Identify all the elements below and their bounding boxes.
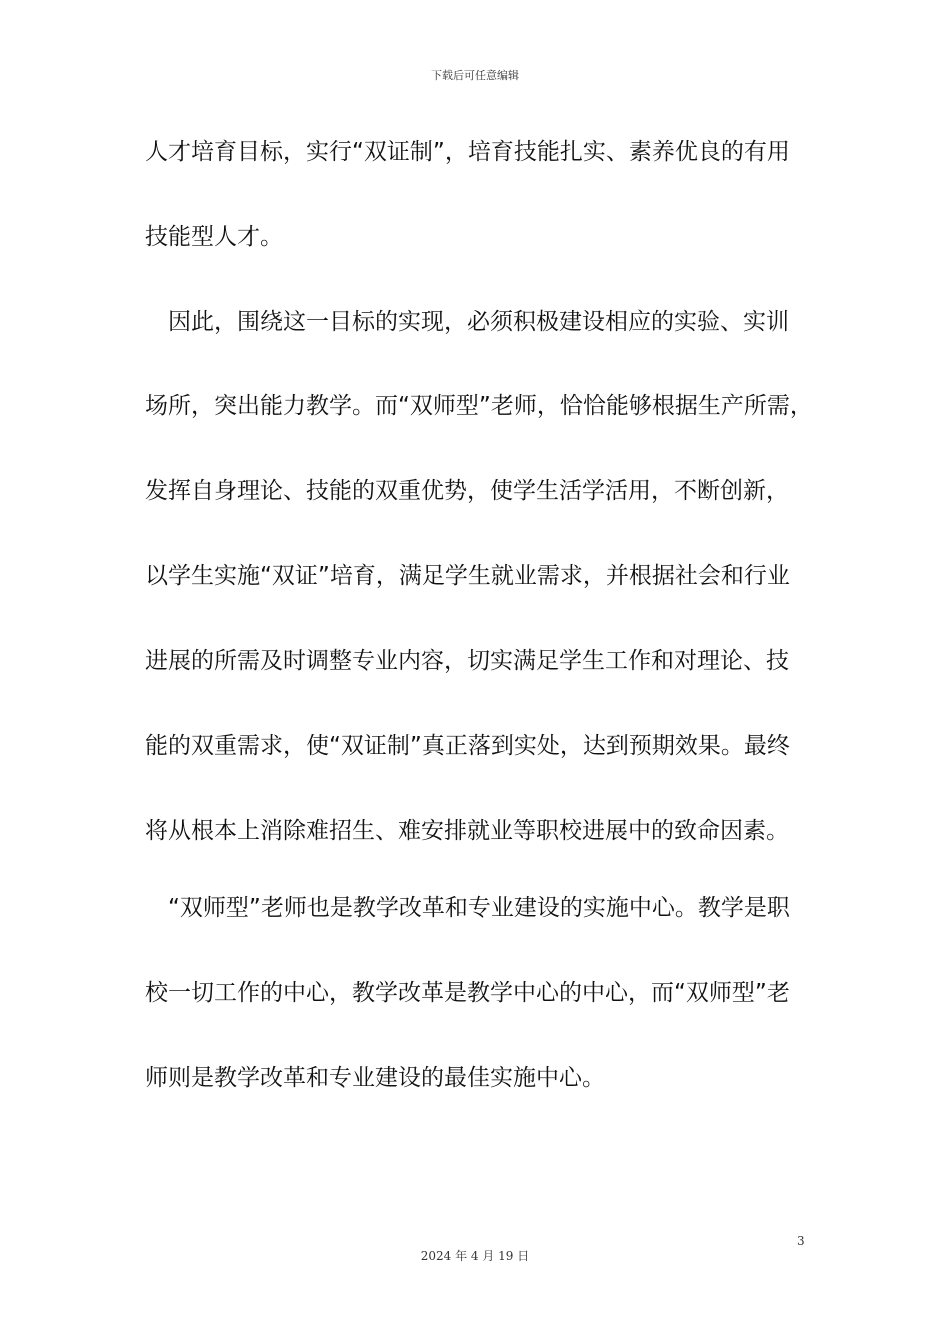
body-line-12: 师则是教学改革和专业建设的最佳实施中心。 [145,1065,605,1091]
body-line-11: 校一切工作的中心，教学改革是教学中心的中心，而“双师型”老 [145,980,790,1006]
body-line-5: 发挥自身理论、技能的双重优势，使学生活学活用，不断创新， [145,478,789,504]
body-line-8: 能的双重需求，使“双证制”真正落到实处，达到预期效果。最终 [145,733,790,759]
body-line-7: 进展的所需及时调整专业内容，切实满足学生工作和对理论、技 [145,648,789,674]
body-line-6: 以学生实施“双证”培育，满足学生就业需求，并根据社会和行业 [145,563,790,589]
body-line-10: “双师型”老师也是教学改革和专业建设的实施中心。教学是职 [145,895,790,921]
page-header: 下载后可任意编辑 [431,69,519,82]
footer-date: 2024 年 4 月 19 日 [420,1249,530,1263]
body-line-3: 因此，围绕这一目标的实现，必须积极建设相应的实验、实训 [145,309,789,335]
page-number: 3 [797,1234,805,1248]
body-line-2: 技能型人才。 [145,224,283,250]
body-line-1: 人才培育目标，实行“双证制”，培育技能扎实、素养优良的有用 [145,139,790,165]
body-line-9: 将从根本上消除难招生、难安排就业等职校进展中的致命因素。 [145,818,789,844]
body-line-4: 场所，突出能力教学。而“双师型”老师，恰恰能够根据生产所需， [145,393,813,419]
